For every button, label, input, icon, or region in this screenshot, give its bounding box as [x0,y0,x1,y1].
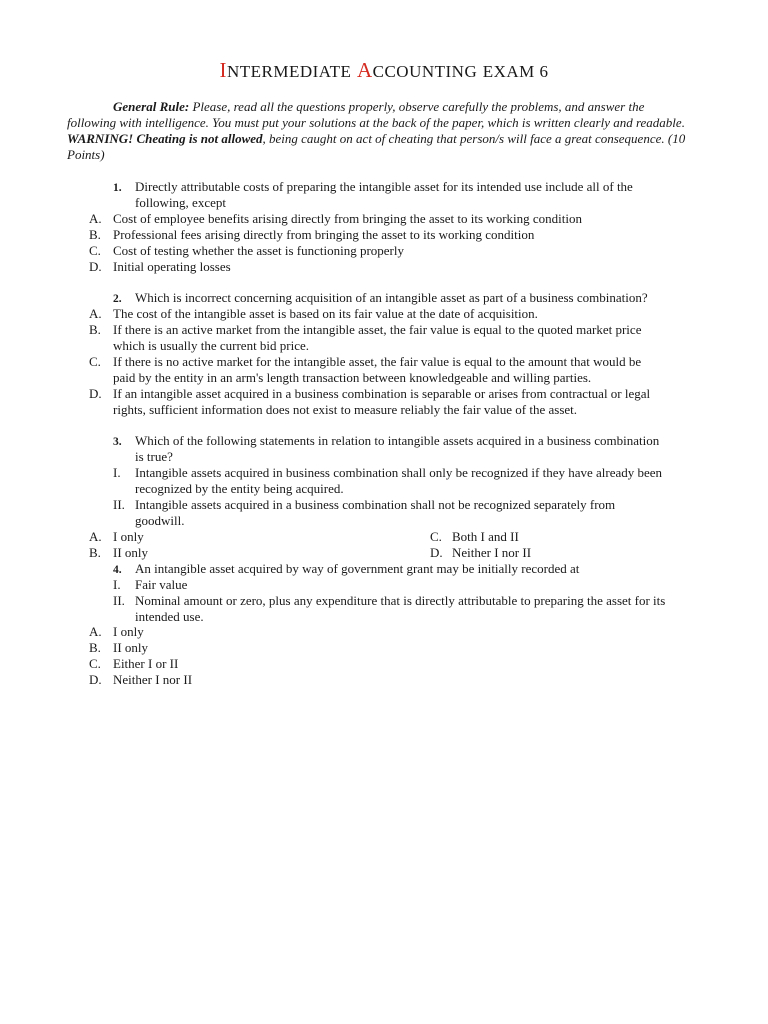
q1-option-a-letter: A. [89,211,102,226]
question-1-number: 1. [113,182,122,194]
q3-option-b: II only [113,545,149,560]
question-4-number: 4. [113,564,122,576]
q4-option-c: Either I or II [113,656,179,671]
q4-statement-1: Fair value [135,577,188,592]
cheating-warning: WARNING! Cheating is not allowed [67,131,263,146]
q1-option-c-letter: C. [89,243,101,258]
q3-option-b-letter: B. [89,545,101,560]
q3-option-d: Neither I nor II [452,545,532,560]
q1-option-d: Initial operating losses [113,259,231,274]
q3-option-c: Both I and II [452,529,519,544]
q3-statement-1: Intangible assets acquired in business combination shall only be recognized if they have already been [135,465,663,480]
general-rule [67,99,687,163]
question-2-number: 2. [113,293,122,305]
question-4-text: An intangible asset acquired by way of government grant may be initially recorded at [135,561,580,576]
title-initial-i: I [219,58,227,82]
q4-statement-1-numeral: I. [113,577,121,592]
q3-statement-2-cont: goodwill. [135,513,185,528]
q4-option-a-letter: A. [89,624,102,639]
q2-option-c: If there is no active market for the intangible asset, the fair value is equal to the amount that would be [113,354,642,369]
q3-option-d-letter: D. [430,545,443,560]
question-3-number: 3. [113,436,122,448]
q4-option-c-letter: C. [89,656,101,671]
q3-statement-2-numeral: II. [113,497,125,512]
q4-option-b: II only [113,640,149,655]
q2-option-c-cont: paid by the entity in an arm's length transaction between knowledgeable and willing parties. [113,370,592,385]
question-3-text-cont: is true? [135,449,173,464]
question-1-text-cont: following, except [135,195,226,210]
general-rule-text: Please, read all the questions properly, observe carefully the problems, and answer the following with intelligence. You must put your solutions at the back of the paper, which is written clearly and readable. [67,99,685,130]
q3-statement-1-numeral: I. [113,465,121,480]
q4-statement-2-cont: intended use. [135,609,204,624]
q1-option-a: Cost of employee benefits arising directly from bringing the asset to its working condition [113,211,582,226]
q3-statement-2: Intangible assets acquired in a business combination shall not be recognized separately from [135,497,616,512]
q2-option-d-letter: D. [89,386,102,401]
q3-option-a: I only [113,529,144,544]
q4-option-d-letter: D. [89,672,102,687]
q2-option-c-letter: C. [89,354,101,369]
q2-option-b: If there is an active market from the intangible asset, the fair value is equal to the quoted market price [113,322,642,337]
q3-statement-1-cont: recognized by the entity being acquired. [135,481,344,496]
title-word-intermediate: NTERMEDIATE [226,62,352,81]
q2-option-b-letter: B. [89,322,101,337]
q1-option-b-letter: B. [89,227,101,242]
q4-option-d: Neither I nor II [113,672,193,687]
q3-option-a-letter: A. [89,529,102,544]
question-1-text: Directly attributable costs of preparing the intangible asset for its intended use include all of the [135,179,633,194]
title-word-exam: EXAM 6 [482,62,549,81]
q4-option-a: I only [113,624,144,639]
q3-option-c-letter: C. [430,529,442,544]
q2-option-a: The cost of the intangible asset is based on its fair value at the date of acquisition. [113,306,538,321]
q1-option-c: Cost of testing whether the asset is functioning properly [113,243,405,258]
title-initial-a: A [356,58,373,82]
question-3-text: Which of the following statements in relation to intangible assets acquired in a business combination [135,433,660,448]
q1-option-b: Professional fees arising directly from bringing the asset to its working condition [113,227,535,242]
q4-statement-2: Nominal amount or zero, plus any expenditure that is directly attributable to preparing the asset for its [135,593,666,608]
page-title [0,58,768,84]
q2-option-a-letter: A. [89,306,102,321]
general-rule-label: General Rule: [113,99,190,114]
title-word-accounting: CCOUNTING [372,62,478,81]
q4-statement-2-numeral: II. [113,593,125,608]
general-rule-consequence: , being caught on act of cheating that person/s will face a great consequence. (10 Points) [67,131,686,162]
q2-option-d: If an intangible asset acquired in a business combination is separable or arises from contractual or legal [113,386,651,401]
q2-option-b-cont: which is usually the current bid price. [113,338,310,353]
q2-option-d-cont: rights, sufficient information does not exist to measure reliably the fair value of the asset. [113,402,578,417]
question-2-text: Which is incorrect concerning acquisition of an intangible asset as part of a business combination? [135,290,648,305]
q4-option-b-letter: B. [89,640,101,655]
q1-option-d-letter: D. [89,259,102,274]
